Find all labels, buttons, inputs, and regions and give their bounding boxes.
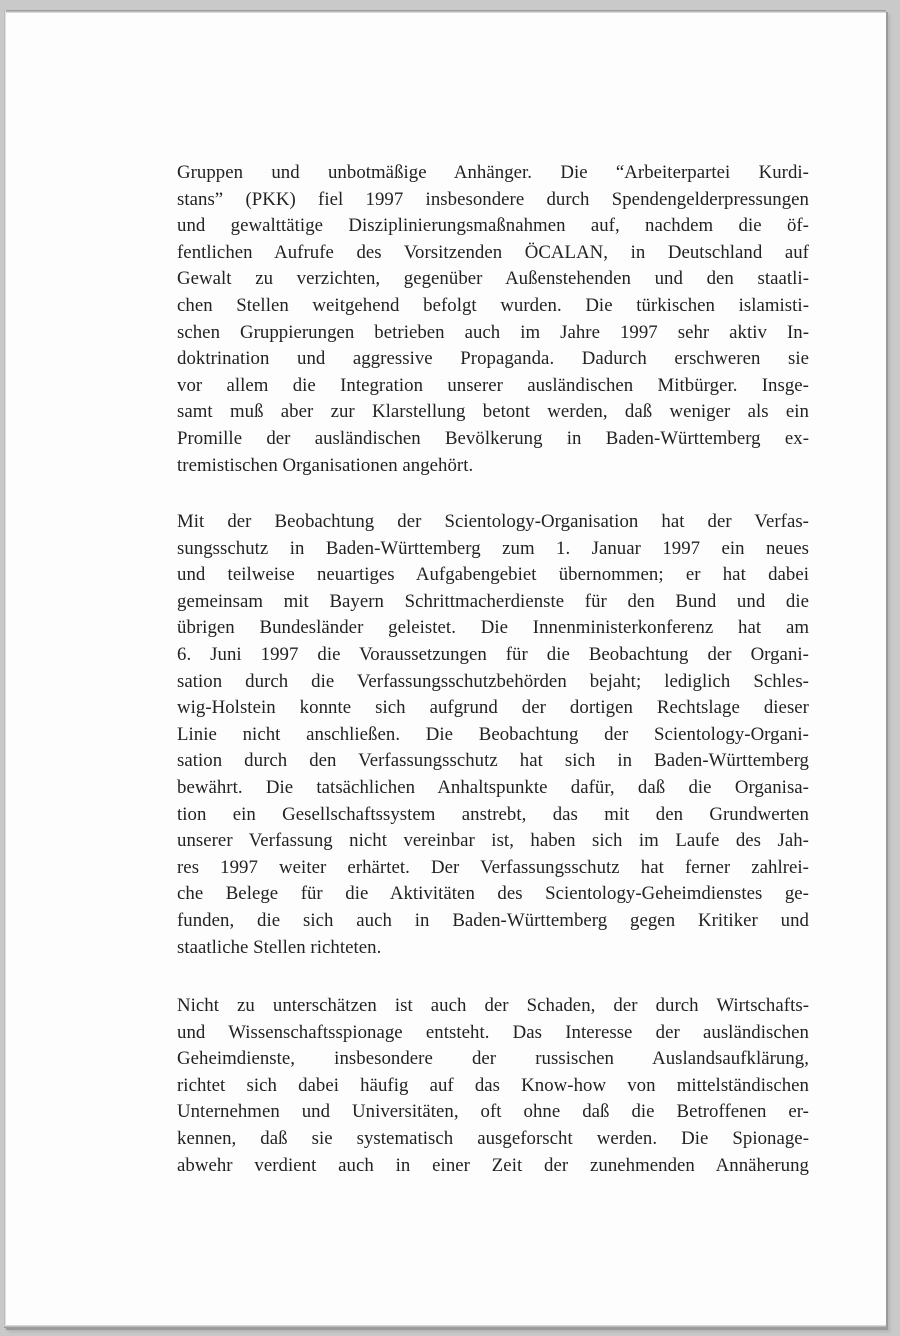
text-line: Nicht zu unterschätzen ist auch der Schaden, der durch Wirtschafts-	[177, 995, 809, 1016]
scan-edge-top	[4, 10, 886, 13]
scan-edge-bottom	[4, 1325, 886, 1328]
text-line: sation durch die Verfassungsschutzbehörden bejaht; lediglich Schles-	[177, 670, 809, 692]
text-line: und Wissenschaftsspionage entsteht. Das Interesse der ausländischen	[177, 1021, 809, 1043]
text-line: bewährt. Die tatsächlichen Anhaltspunkte dafür, daß die Organisa-	[177, 776, 809, 798]
text-line: chen Stellen weitgehend befolgt wurden. Die türkischen islamisti-	[177, 294, 809, 316]
scan-edge-left	[4, 10, 6, 1328]
text-line: wig-Holstein konnte sich aufgrund der dortigen Rechtslage dieser	[177, 697, 809, 719]
text-line: unserer Verfassung nicht vereinbar ist, haben sich im Laufe des Jah-	[177, 830, 809, 852]
text-line: stans” (PKK) fiel 1997 insbesondere durch Spendengelderpressungen	[177, 188, 809, 210]
text-line: richtet sich dabei häufig auf das Know-how von mittelständischen	[177, 1074, 809, 1096]
text-line: sungsschutz in Baden-Württemberg zum 1. Januar 1997 ein neues	[177, 537, 809, 559]
text-line: fentlichen Aufrufe des Vorsitzenden ÖCALAN, in Deutschland auf	[177, 241, 809, 263]
text-line: Gruppen und unbotmäßige Anhänger. Die “Arbeiterpartei Kurdi-	[177, 162, 809, 183]
text-line: Geheimdienste, insbesondere der russischen Auslandsaufklärung,	[177, 1048, 809, 1070]
text-line: res 1997 weiter erhärtet. Der Verfassungsschutz hat ferner zahlrei-	[177, 856, 809, 878]
text-line: Unternehmen und Universitäten, oft ohne daß die Betroffenen er-	[177, 1101, 809, 1123]
text-line: tremistischen Organisationen angehört.	[177, 454, 474, 476]
paragraph-scientology	[177, 509, 809, 961]
text-line: sation durch den Verfassungsschutz hat sich in Baden-Württemberg	[177, 750, 809, 772]
text-line: und teilweise neuartiges Aufgabengebiet übernommen; er hat dabei	[177, 564, 809, 586]
text-line: kennen, daß sie systematisch ausgeforscht werden. Die Spionage-	[177, 1127, 809, 1149]
text-line: che Belege für die Aktivitäten des Scientology-Geheimdienstes ge-	[177, 883, 809, 905]
text-line: Gewalt zu verzichten, gegenüber Außenstehenden und den staatli-	[177, 268, 809, 290]
text-line: und gewalttätige Disziplinierungsmaßnahmen auf, nachdem die öf-	[177, 215, 809, 237]
text-line: funden, die sich auch in Baden-Württemberg gegen Kritiker und	[177, 909, 809, 931]
text-line: tion ein Gesellschaftssystem anstrebt, das mit den Grundwerten	[177, 803, 809, 825]
text-line: staatliche Stellen richteten.	[177, 936, 382, 958]
text-line: vor allem die Integration unserer ausländischen Mitbürger. Insge-	[177, 374, 809, 396]
text-line: samt muß aber zur Klarstellung betont werden, daß weniger als ein	[177, 401, 809, 423]
text-line: Linie nicht anschließen. Die Beobachtung der Scientology-Organi-	[177, 723, 809, 745]
text-line: doktrination und aggressive Propaganda. Dadurch erschweren sie	[177, 348, 809, 370]
paragraph-extremism	[177, 160, 809, 479]
text-line: abwehr verdient auch in einer Zeit der zunehmenden Annäherung	[177, 1154, 809, 1176]
text-line: übrigen Bundesländer geleistet. Die Innenministerkonferenz hat am	[177, 617, 809, 639]
text-line: 6. Juni 1997 die Voraussetzungen für die Beobachtung der Organi-	[177, 643, 809, 665]
text-line: Promille der ausländischen Bevölkerung in Baden-Württemberg ex-	[177, 427, 809, 449]
paragraph-espionage	[177, 993, 809, 1179]
text-line: gemeinsam mit Bayern Schrittmacherdienste für den Bund und die	[177, 590, 809, 612]
text-line: schen Gruppierungen betrieben auch im Jahre 1997 sehr aktiv In-	[177, 321, 809, 343]
text-line: Mit der Beobachtung der Scientology-Organisation hat der Verfas-	[177, 511, 809, 532]
